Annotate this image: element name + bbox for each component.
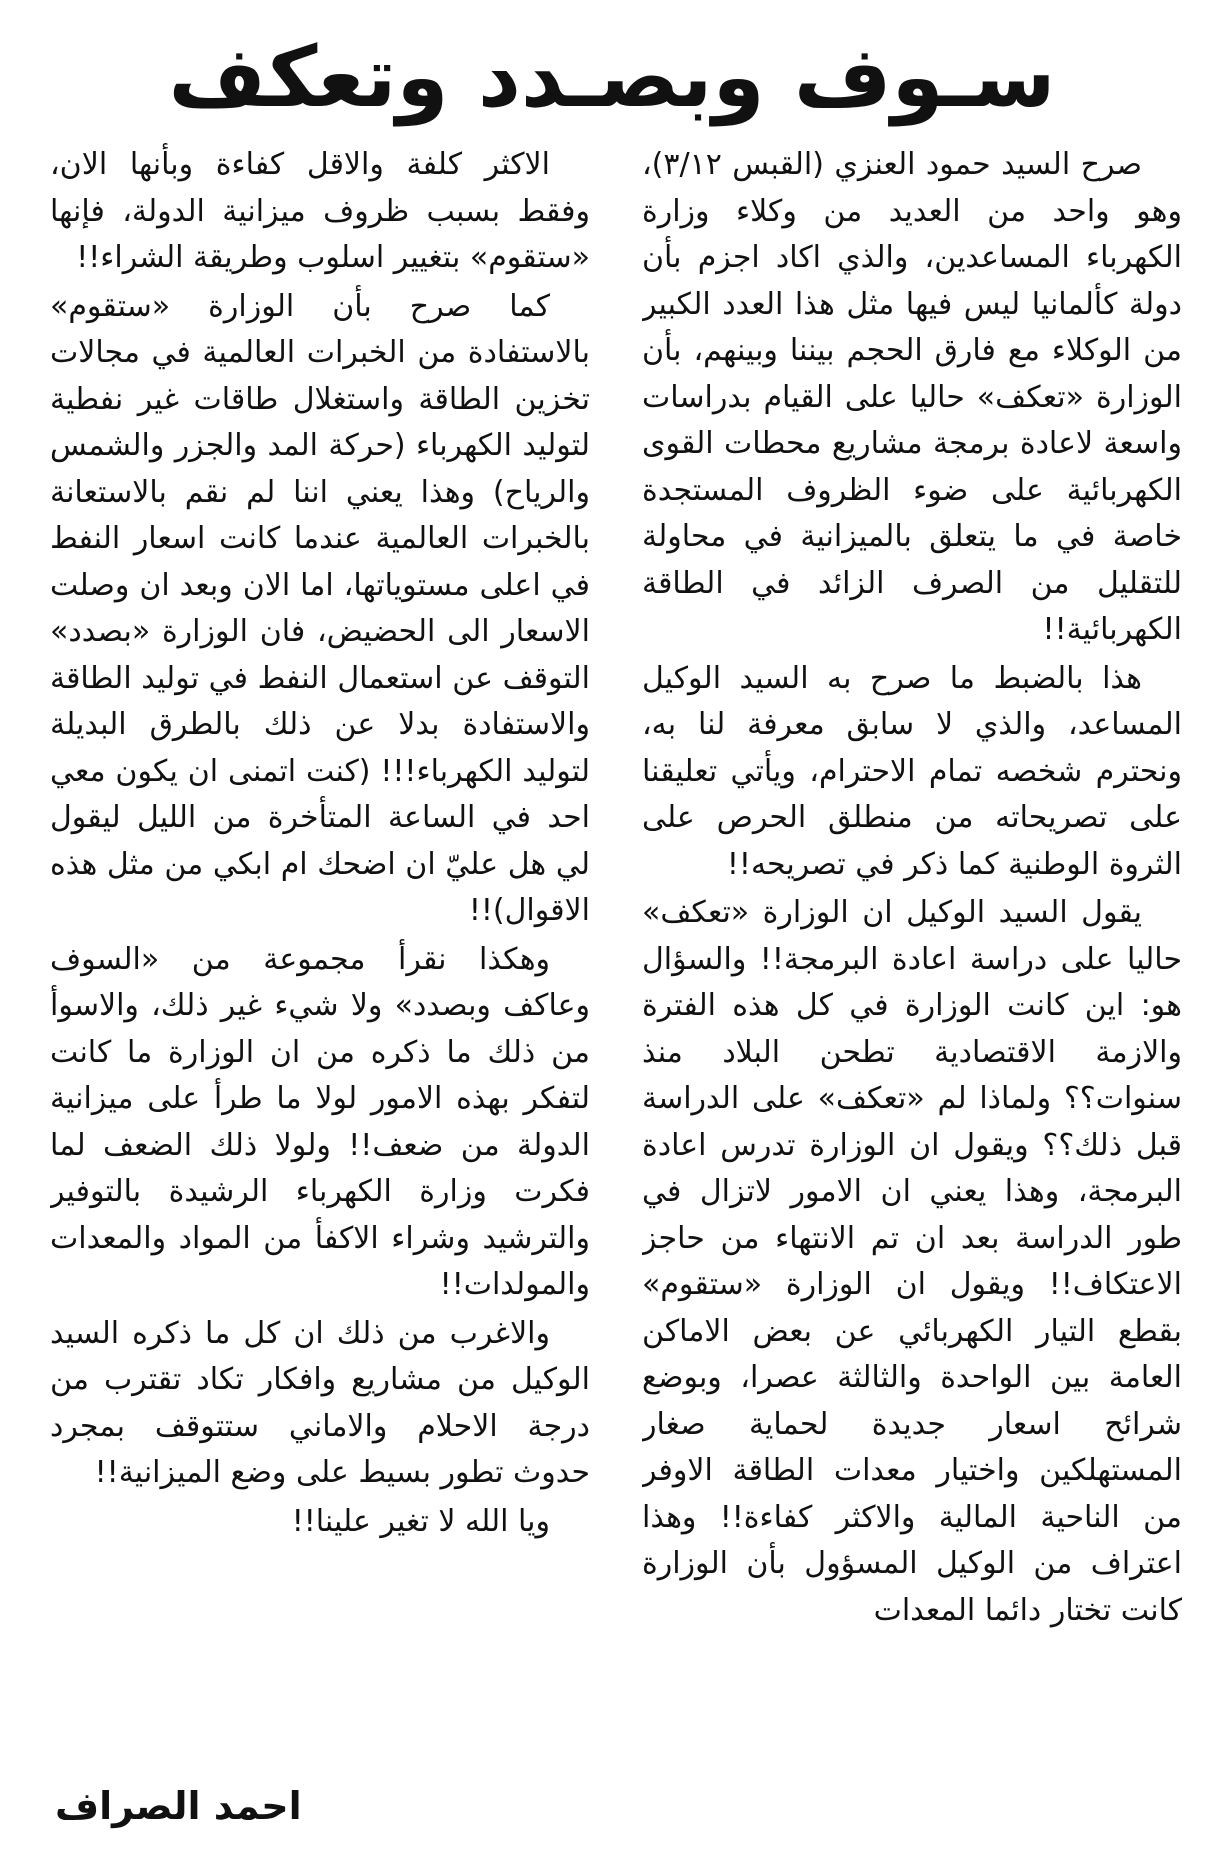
article-headline: سـوف وبصـدد وتعكف (168, 28, 1056, 126)
article-column-left (50, 142, 590, 1852)
article-paragraph: الاكثر كلفة والاقل كفاءة وبأنها الان، وفقط بسبب ظروف ميزانية الدولة، فإنها «ستقوم» بتغيير اسلوب وطريقة الشراء!! (50, 147, 590, 275)
article-paragraph: ويا الله لا تغير علينا!! (291, 1503, 550, 1539)
article-paragraph: يقول السيد الوكيل ان الوزارة «تعكف» حاليا على دراسة اعادة البرمجة!! والسؤال هو: اين كانت الوزارة في كل هذه الفترة والازمة الاقتصادية تطحن البلاد منذ سنوات؟؟ ولماذا لم «تعكف» على الدراسة قبل ذلك؟؟ ويقول ان الوزارة تدرس اعادة البرمجة، وهذا يعني ان الامور لاتزال في طور الدراسة بعد ان تم الانتهاء من حاجز الاعتكاف!! ويقول ان الوزارة «ستقوم» بقطع التيار الكهربائي عن بعض الاماكن العامة بين الواحدة والثالثة عصرا، وبوضع شرائح اسعار جديدة لحماية صغار المستهلكين واختيار معدات الطاقة الاوفر من الناحية المالية والاكثر كفاءة!! وهذا اعتراف من الوكيل المسؤول بأن الوزارة كانت تختار دائما المعدات (642, 895, 1182, 1628)
article-paragraph: كما صرح بأن الوزارة «ستقوم» بالاستفادة من الخبرات العالمية في مجالات تخزين الطاقة واستغلال طاقات غير نفطية لتوليد الكهرباء (حركة المد والجزر والشمس والرياح) وهذا يعني اننا لم نقم بالاستعانة بالخبرات العالمية عندما كانت اسعار النفط في اعلى مستوياتها، اما الان وبعد ان وصلت الاسعار الى الحضيض، فان الوزارة «بصدد» التوقف عن استعمال النفط في توليد الطاقة والاستفادة بدلا عن ذلك بالطرق البديلة لتوليد الكهرباء!!! (كنت اتمنى ان يكون معي احد في الساعة المتأخرة من الليل ليقول لي هل عليّ ان اضحك ام ابكي من مثل هذه الاقوال)!! (50, 288, 590, 928)
article-paragraph: هذا بالضبط ما صرح به السيد الوكيل المساعد، والذي لا سابق معرفة لنا به، ونحترم شخصه تمام الاحترام، ويأتي تعليقنا على تصريحاته من منطلق الحرص على الثروة الوطنية كما ذكر في تصريحه!! (642, 660, 1182, 882)
article-paragraph: صرح السيد حمود العنزي (القبس ٣/١٢)، وهو واحد من العديد من وكلاء وزارة الكهرباء المساعدين، والذي اكاد اجزم بأن دولة كألمانيا ليس فيها مثل هذا العدد الكبير من الوكلاء مع فارق الحجم بيننا وبينهم، بأن الوزارة «تعكف» حاليا على القيام بدراسات واسعة لاعادة برمجة مشاريع محطات القوى الكهربائية على ضوء الظروف المستجدة خاصة في ما يتعلق بالميزانية في محاولة للتقليل من الصرف الزائد في الطاقة الكهربائية!! (642, 147, 1182, 647)
article-paragraph: والاغرب من ذلك ان كل ما ذكره السيد الوكيل من مشاريع وافكار تكاد تقترب من درجة الاحلام والاماني ستتوقف بمجرد حدوث تطور بسيط على وضع الميزانية!! (50, 1315, 590, 1490)
article-paragraph: وهكذا نقرأ مجموعة من «السوف وعاكف وبصدد» ولا شيء غير ذلك، والاسوأ من ذلك ما ذكره من ان الوزارة ما كانت لتفكر بهذه الامور لولا ما طرأ على ميزانية الدولة من ضعف!! ولولا ذلك الضعف لما فكرت وزارة الكهرباء الرشيدة بالتوفير والترشيد وشراء الاكفأ من المواد والمعدات والمولدات!! (50, 941, 590, 1302)
author-signature: احمد الصراف (55, 1784, 302, 1828)
article-column-right (642, 142, 1182, 1852)
